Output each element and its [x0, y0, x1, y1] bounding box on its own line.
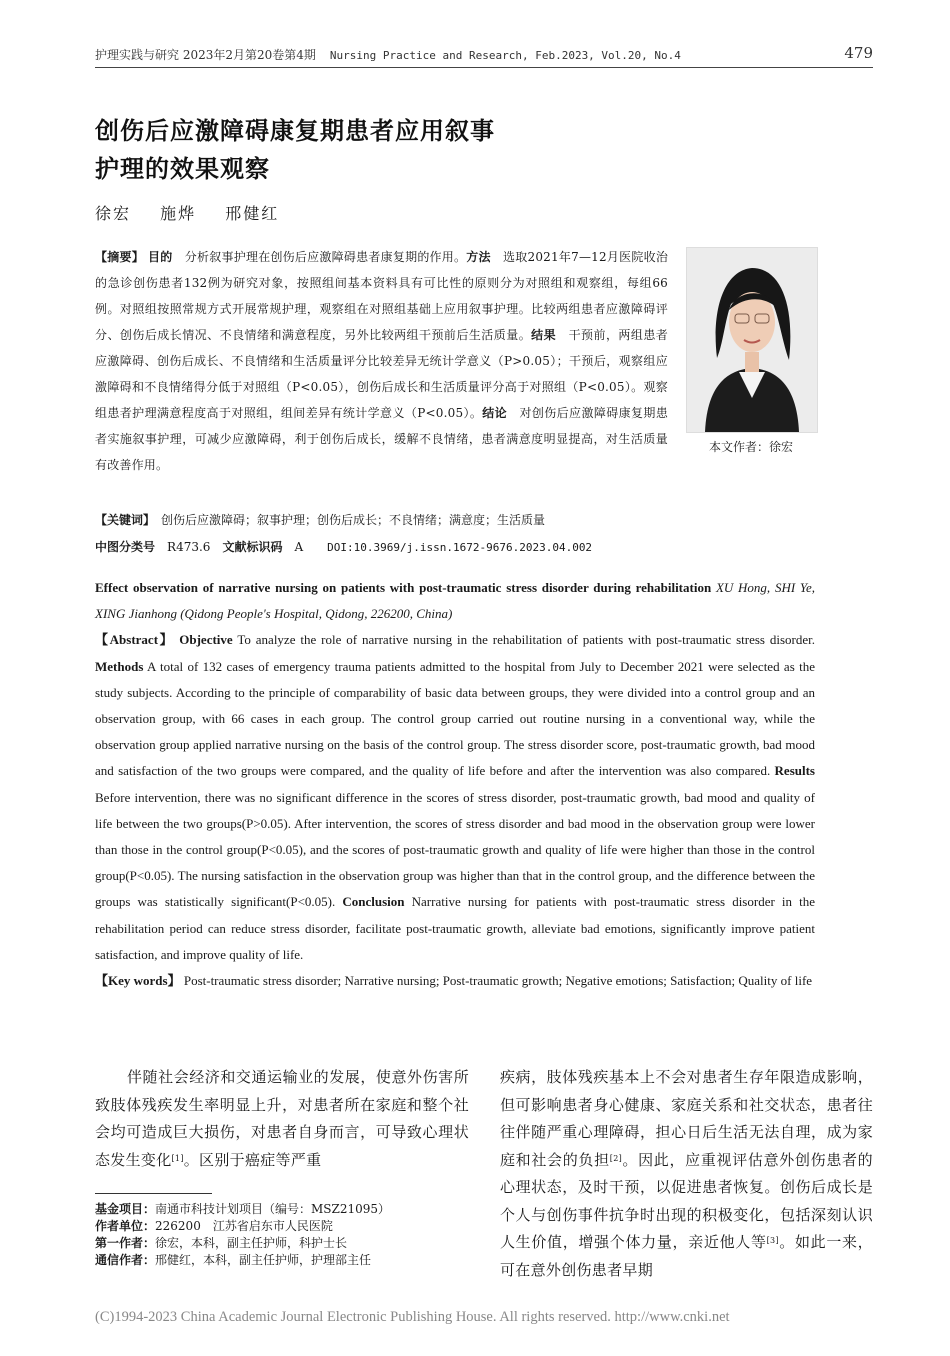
en-title-line — [95, 575, 815, 627]
cn-keywords-label: 【关键词】 — [95, 513, 150, 527]
body-text: 。因此，应重视评估意外创伤患者的心理状态，及时干预，以促进患者恢复。创伤后成长是个人与创伤事件抗争时出现的积极变化，包括深刻认识人生价值，增强个体力量，亲近他人等 — [500, 1150, 873, 1251]
footnote-unit — [95, 1218, 469, 1235]
copyright-notice: (C)1994-2023 China Academic Journal Electronic Publishing House. All rights reserved. http://www.cnki.net — [95, 1309, 730, 1325]
author-portrait-illustration — [687, 248, 817, 432]
page-number: 479 — [844, 44, 873, 62]
author-list — [95, 201, 301, 224]
en-conclusion-label: Conclusion — [342, 894, 405, 910]
en-authors-affil: XU Hong, SHI Ye, XING Jianhong (Qidong People's Hospital, Qidong, 226200, China) — [95, 580, 815, 622]
footnote-text: 南通市科技计划项目（编号：MSZ21095） — [155, 1202, 391, 1216]
en-objective-label: Objective — [179, 632, 233, 648]
cn-objective-label: 目的 — [148, 250, 173, 264]
en-abstract-block — [95, 575, 815, 994]
footnote-text: 徐宏，本科，副主任护师，科护士长 — [155, 1236, 348, 1250]
body-text: 。如此一来，可在意外创伤患者早期 — [500, 1233, 873, 1279]
citation-2: [2] — [609, 1153, 623, 1163]
en-methods-label: Methods — [95, 658, 144, 674]
footnotes — [95, 1201, 469, 1269]
running-header — [95, 44, 873, 68]
body-text: 疾病，肢体残疾基本上不会对患者生存年限造成影响，但可影响患者身心健康、家庭关系和社交状态，患者往往伴随严重心理障碍，担心日后生活无法自理，成为家庭和社会的负担 — [500, 1068, 873, 1169]
body-paragraph-1 — [95, 1064, 469, 1174]
en-abstract — [95, 627, 815, 968]
citation-1: [1] — [171, 1153, 184, 1163]
en-conclusion: Narrative nursing for patients with post-traumatic stress disorder in the rehabilitation period can reduce stress disorder, facilitate post-traumatic growth, alleviate bad emotions, significantly improve patient satisfaction, and improve quality of life. — [95, 894, 816, 962]
header-rule — [95, 67, 873, 68]
citation-3: [3] — [766, 1236, 779, 1245]
en-keywords-text: Post-traumatic stress disorder; Narrative nursing; Post-traumatic growth; Negative emotions; Satisfaction; Quality of life — [183, 973, 813, 989]
en-title: Effect observation of narrative nursing on patients with post-traumatic stress disorder during rehabilitation — [95, 580, 712, 595]
footnote-fund — [95, 1201, 469, 1218]
body-text: 。区别于癌症等严重 — [183, 1150, 322, 1169]
en-methods: A total of 132 cases of emergency trauma patients admitted to the hospital from July to December 2021 were selected as the study subjects. According to the principle of comparability of basic data between groups, they were divided into a control group and an observation group, with 66 cases in each group. The control group carried out routine nursing in a conventional way, while the observation group applied narrative nursing on the basis of the control group. The stress disorder score, post-traumatic growth, bad mood and satisfaction of the two groups were compared, and the quality of life before and after the intervention was also compared. — [95, 658, 815, 779]
cn-abstract — [95, 244, 668, 478]
author-1: 徐宏 — [95, 204, 132, 223]
footnote-rule — [95, 1193, 212, 1194]
footnote-label: 第一作者： — [95, 1236, 156, 1250]
footnote-corresponding — [95, 1252, 469, 1269]
cn-conclusion: 对创伤后应激障碍康复期患者实施叙事护理，可减少应激障碍，利于创伤后成长，缓解不良情绪，患者满意度明显提高，对生活质量有改善作用。 — [95, 406, 669, 472]
en-keywords-label: 【Key words】 — [95, 973, 181, 989]
footnote-text: 226200 江苏省启东市人民医院 — [155, 1219, 333, 1233]
footnote-label: 通信作者： — [95, 1253, 156, 1267]
author-2: 施烨 — [160, 204, 197, 223]
journal-en: Nursing Practice and Research, Feb.2023, Vol.20, No.4 — [329, 49, 681, 62]
en-objective: To analyze the role of narrative nursing in the rehabilitation of patients with post-traumatic stress disorder. — [237, 632, 816, 648]
cn-results: 干预前，两组患者应激障碍、创伤后成长、不良情绪和生活质量评分比较差异无统计学意义（P>0.05）；干预后，观察组应激障碍和不良情绪得分低于对照组（P<0.05），创伤后成长和生活质量评分高于对照组（P<0.05）。观察组患者护理满意程度高于对照组，组间差异有统计学意义（P<0.05）。 — [95, 328, 668, 420]
cn-keywords — [95, 509, 873, 531]
cn-abstract-label: 【摘要】 — [95, 250, 144, 264]
title-line-1: 创伤后应激障碍康复期患者应用叙事 — [95, 117, 495, 145]
body-column-2 — [500, 1064, 873, 1284]
footnote-label: 作者单位： — [95, 1219, 156, 1233]
footnote-label: 基金项目： — [95, 1202, 156, 1216]
cn-methods-label: 方法 — [466, 250, 491, 264]
cn-conclusion-label: 结论 — [482, 406, 508, 420]
article-title — [95, 112, 655, 188]
cn-objective: 分析叙事护理在创伤后应激障碍患者康复期的作用。 — [184, 250, 467, 264]
doc-code-value: A — [294, 540, 304, 554]
clc-label: 中图分类号 — [95, 540, 156, 554]
cn-keywords-text: 创伤后应激障碍；叙事护理；创伤后成长；不良情绪；满意度；生活质量 — [161, 513, 546, 527]
doi: DOI:10.3969/j.issn.1672-9676.2023.04.002 — [327, 541, 593, 554]
classification-line — [95, 536, 873, 559]
title-line-2: 护理的效果观察 — [95, 155, 270, 183]
doc-code-label: 文献标识码 — [222, 540, 283, 554]
body-column-1 — [95, 1064, 469, 1174]
cn-methods: 选取2021年7—12月医院收治的急诊创伤患者132例为研究对象，按照组间基本资料具有可比性的原则分为对照组和观察组，每组66例。对照组按照常规方式开展常规护理，观察组在对照组基础上应用叙事护理。比较两组患者应激障碍评分、创伤后成长情况、不良情绪和满意程度，另外比较两组干预前后生活质量。 — [95, 250, 669, 342]
journal-info — [95, 46, 681, 63]
author-photo — [686, 247, 818, 433]
cn-results-label: 结果 — [531, 328, 557, 342]
en-keywords — [95, 968, 815, 994]
photo-caption: 本文作者：徐宏 — [708, 440, 793, 454]
footnote-first-author — [95, 1235, 469, 1252]
clc-value: R473.6 — [167, 540, 211, 554]
journal-cn: 护理实践与研究 2023年2月第20卷第4期 — [95, 48, 316, 62]
author-3: 邢健红 — [225, 204, 280, 223]
body-paragraph-1-cont — [500, 1064, 873, 1284]
footnote-text: 邢健红，本科，副主任护师，护理部主任 — [155, 1253, 372, 1267]
body-text: 伴随社会经济和交通运输业的发展，使意外伤害所致肢体残疾发生率明显上升，对患者所在家庭和整个社会均可造成巨大损伤，对患者自身而言，可导致心理状态发生变化 — [95, 1068, 469, 1169]
en-results-label: Results — [774, 763, 815, 779]
en-abstract-label: 【Abstract】 — [95, 632, 175, 648]
en-results: Before intervention, there was no significant difference in the scores of stress disorder, post-traumatic growth, bad mood and quality of life between the two groups(P>0.05). After intervention, the scores of stress disorder and bad mood in the observation group were lower than those in the control group(P<0.05), and the scores of post-traumatic growth and quality of life were higher than those in the control group(P<0.05). The nursing satisfaction in the observation group was higher than that in the control group, and the difference between the groups was statistically significant(P<0.05). — [95, 789, 815, 910]
